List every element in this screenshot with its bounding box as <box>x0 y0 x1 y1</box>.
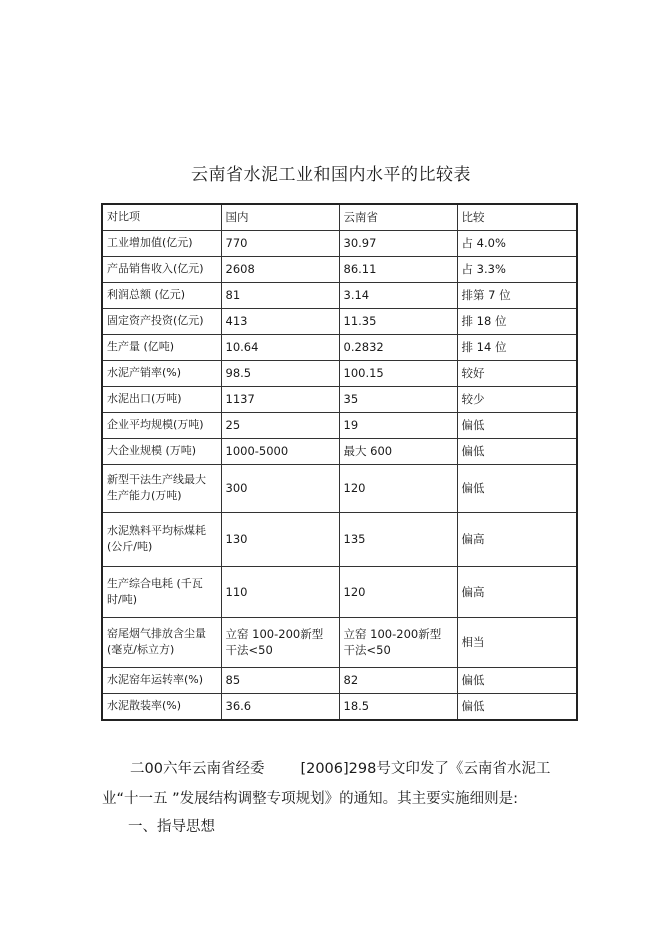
table-cell: 最大 600 <box>339 438 457 464</box>
table-cell: 水泥熟料平均标煤耗(公斤/吨) <box>102 512 221 566</box>
table-header-cell: 对比项 <box>102 204 221 230</box>
table-cell: 30.97 <box>339 230 457 256</box>
table-cell: 98.5 <box>221 360 339 386</box>
table-cell: 35 <box>339 386 457 412</box>
table-cell: 排第 7 位 <box>457 282 577 308</box>
table-cell: 较少 <box>457 386 577 412</box>
table-cell: 排 14 位 <box>457 334 577 360</box>
table-row <box>102 438 577 464</box>
table-cell: 利润总额 (亿元) <box>102 282 221 308</box>
table-cell: 770 <box>221 230 339 256</box>
body-paragraph <box>102 754 582 814</box>
table-row <box>102 412 577 438</box>
table-row <box>102 566 577 617</box>
table-header-cell: 云南省 <box>339 204 457 230</box>
table-cell: 偏低 <box>457 667 577 693</box>
table-cell: 工业增加值(亿元) <box>102 230 221 256</box>
table-cell: 偏低 <box>457 693 577 720</box>
table-row <box>102 617 577 667</box>
table-cell: 130 <box>221 512 339 566</box>
table-row <box>102 230 577 256</box>
table-cell: 1137 <box>221 386 339 412</box>
table-cell: 120 <box>339 464 457 512</box>
table-cell: 2608 <box>221 256 339 282</box>
table-cell: 0.2832 <box>339 334 457 360</box>
table-title: 云南省水泥工业和国内水平的比较表 <box>191 165 471 185</box>
table-cell: 水泥散装率(%) <box>102 693 221 720</box>
table-cell: 120 <box>339 566 457 617</box>
table-cell: 100.15 <box>339 360 457 386</box>
table-cell: 偏低 <box>457 438 577 464</box>
table-cell: 19 <box>339 412 457 438</box>
table-cell: 11.35 <box>339 308 457 334</box>
table-cell: 10.64 <box>221 334 339 360</box>
section-heading: 一、指导思想 <box>128 819 215 835</box>
paragraph-part-2: [2006]298号文印发了《云南省水泥工业“十一五 ”发展结构调整专项规划》的通知。其主要实施细则是: <box>102 761 551 807</box>
table-cell: 偏高 <box>457 512 577 566</box>
table-cell: 偏低 <box>457 464 577 512</box>
table-cell: 25 <box>221 412 339 438</box>
table-cell: 产品销售收入(亿元) <box>102 256 221 282</box>
table-row <box>102 256 577 282</box>
table-cell: 413 <box>221 308 339 334</box>
table-cell: 窑尾烟气排放含尘量(毫克/标立方) <box>102 617 221 667</box>
table-cell: 固定资产投资(亿元) <box>102 308 221 334</box>
table-cell: 相当 <box>457 617 577 667</box>
table-cell: 占 3.3% <box>457 256 577 282</box>
table-cell: 新型干法生产线最大生产能力(万吨) <box>102 464 221 512</box>
table-row <box>102 308 577 334</box>
table-cell: 110 <box>221 566 339 617</box>
table-cell: 水泥产销率(%) <box>102 360 221 386</box>
table-cell: 较好 <box>457 360 577 386</box>
table-cell: 135 <box>339 512 457 566</box>
table-header-row <box>102 204 577 230</box>
table-row <box>102 464 577 512</box>
table-row <box>102 360 577 386</box>
table-cell: 81 <box>221 282 339 308</box>
table-cell: 水泥出口(万吨) <box>102 386 221 412</box>
table-cell: 占 4.0% <box>457 230 577 256</box>
table-cell: 1000-5000 <box>221 438 339 464</box>
table-row <box>102 512 577 566</box>
table-cell: 立窑 100-200新型干法<50 <box>339 617 457 667</box>
table-cell: 立窑 100-200新型干法<50 <box>221 617 339 667</box>
comparison-table <box>101 203 578 721</box>
table-body <box>102 204 577 720</box>
table-cell: 偏低 <box>457 412 577 438</box>
table-cell: 生产综合电耗 (千瓦时/吨) <box>102 566 221 617</box>
table-cell: 3.14 <box>339 282 457 308</box>
table-row <box>102 386 577 412</box>
table-row <box>102 667 577 693</box>
table-cell: 大企业规模 (万吨) <box>102 438 221 464</box>
table-cell: 85 <box>221 667 339 693</box>
table-header-cell: 国内 <box>221 204 339 230</box>
table-cell: 36.6 <box>221 693 339 720</box>
table-cell: 企业平均规模(万吨) <box>102 412 221 438</box>
table-cell: 86.11 <box>339 256 457 282</box>
table-header-cell: 比较 <box>457 204 577 230</box>
table-row <box>102 282 577 308</box>
paragraph-part-1: 二00六年云南省经委 <box>130 761 265 777</box>
table-cell: 300 <box>221 464 339 512</box>
table-row <box>102 693 577 720</box>
table-cell: 18.5 <box>339 693 457 720</box>
table-cell: 生产量 (亿吨) <box>102 334 221 360</box>
table-row <box>102 334 577 360</box>
table-cell: 排 18 位 <box>457 308 577 334</box>
table-cell: 偏高 <box>457 566 577 617</box>
table-cell: 水泥窑年运转率(%) <box>102 667 221 693</box>
table-cell: 82 <box>339 667 457 693</box>
